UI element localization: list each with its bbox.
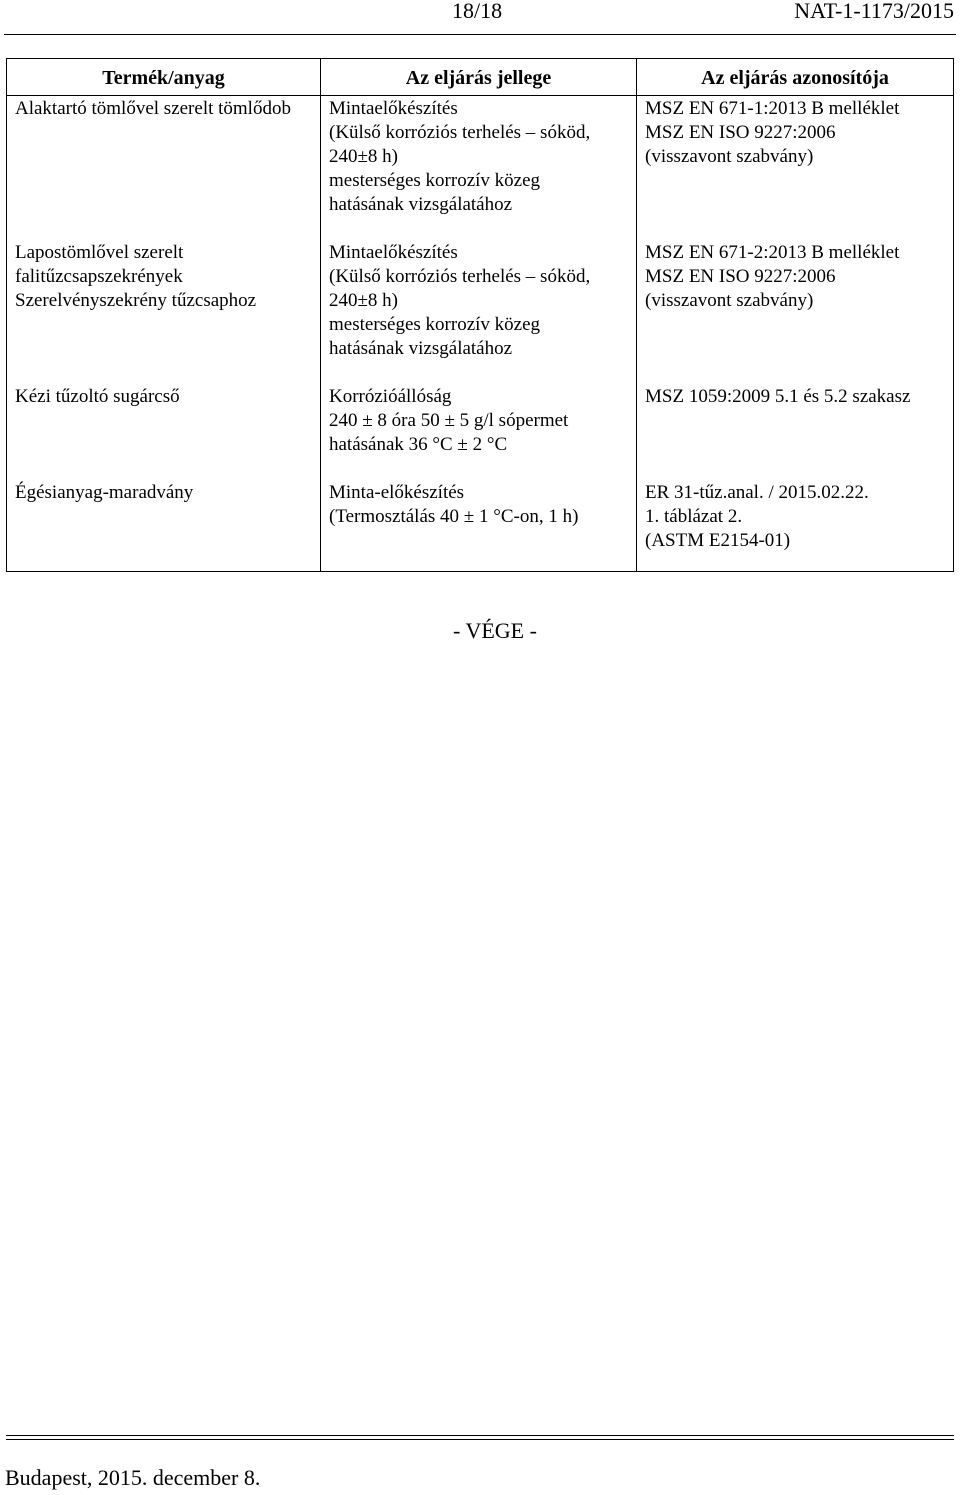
cell-line: mesterséges korrozív közeg	[329, 314, 541, 335]
cell-line: 1. táblázat 2.	[645, 506, 743, 527]
column-header-method: Az eljárás jellege	[321, 59, 637, 96]
cell-line: MSZ EN 671-2:2013 B melléklet	[645, 242, 900, 263]
cell-line: 240±8 h)	[329, 146, 399, 167]
cell-line: ER 31-tűz.anal. / 2015.02.22.	[645, 482, 869, 503]
cell-line: mesterséges korrozív közeg	[329, 170, 541, 191]
footer-place-date: Budapest, 2015. december 8.	[5, 1465, 261, 1490]
cell-line: hatásának vizsgálatához	[329, 338, 513, 359]
cell-line: Égésianyag-maradvány	[15, 482, 194, 503]
cell-line: (Termosztálás 40 ± 1 °C-on, 1 h)	[329, 506, 579, 527]
standard-cell	[637, 475, 954, 572]
cell-line: MSZ EN 671-1:2013 B melléklet	[645, 98, 900, 119]
cell-line: Mintaelőkészítés	[329, 242, 458, 263]
cell-line: Mintaelőkészítés	[329, 98, 458, 119]
column-header-product: Termék/anyag	[7, 59, 321, 96]
cell-line: Lapostömlővel szerelt	[15, 242, 184, 263]
column-header-standard: Az eljárás azonosítója	[637, 59, 954, 96]
table-row	[7, 96, 954, 236]
cell-line: Korrózióállóság	[329, 386, 452, 407]
end-marker: - VÉGE -	[453, 618, 537, 643]
cell-line: (ASTM E2154-01)	[645, 530, 791, 551]
table-row	[7, 235, 954, 379]
cell-line: MSZ EN ISO 9227:2006	[645, 266, 836, 287]
page-number: 18/18	[452, 0, 503, 23]
method-cell	[321, 235, 637, 379]
standard-cell	[637, 96, 954, 236]
product-cell	[7, 235, 321, 379]
cell-line: 240±8 h)	[329, 290, 399, 311]
cell-line: falitűzcsapszekrények	[15, 266, 183, 287]
method-cell	[321, 379, 637, 475]
cell-line: hatásának vizsgálatához	[329, 194, 513, 215]
cell-line: (visszavont szabvány)	[645, 146, 814, 167]
document-id: NAT-1-1173/2015	[794, 0, 954, 23]
method-cell	[321, 96, 637, 236]
cell-line: (Külső korróziós terhelés – sóköd,	[329, 122, 591, 143]
product-cell	[7, 475, 321, 572]
method-cell	[321, 475, 637, 572]
cell-line: (visszavont szabvány)	[645, 290, 814, 311]
footer-rule	[6, 1435, 954, 1436]
cell-line: 240 ± 8 óra 50 ± 5 g/l sópermet	[329, 410, 569, 431]
cell-line: hatásának 36 °C ± 2 °C	[329, 434, 508, 455]
cell-line: MSZ 1059:2009 5.1 és 5.2 szakasz	[645, 386, 911, 407]
standard-cell	[637, 379, 954, 475]
cell-line: Szerelvényszekrény tűzcsaphoz	[15, 290, 257, 311]
cell-line: (Külső korróziós terhelés – sóköd,	[329, 266, 591, 287]
header-rule	[4, 34, 956, 35]
footer-rule	[6, 1439, 954, 1440]
standard-cell	[637, 235, 954, 379]
table-row	[7, 475, 954, 572]
cell-line: MSZ EN ISO 9227:2006	[645, 122, 836, 143]
product-cell	[7, 96, 321, 236]
cell-line: Alaktartó tömlővel szerelt tömlődob	[15, 98, 291, 119]
table-header-row	[7, 59, 954, 96]
cell-line: Minta-előkészítés	[329, 482, 465, 503]
methods-table	[6, 58, 954, 572]
table-row	[7, 379, 954, 475]
product-cell	[7, 379, 321, 475]
cell-line: Kézi tűzoltó sugárcső	[15, 386, 180, 407]
